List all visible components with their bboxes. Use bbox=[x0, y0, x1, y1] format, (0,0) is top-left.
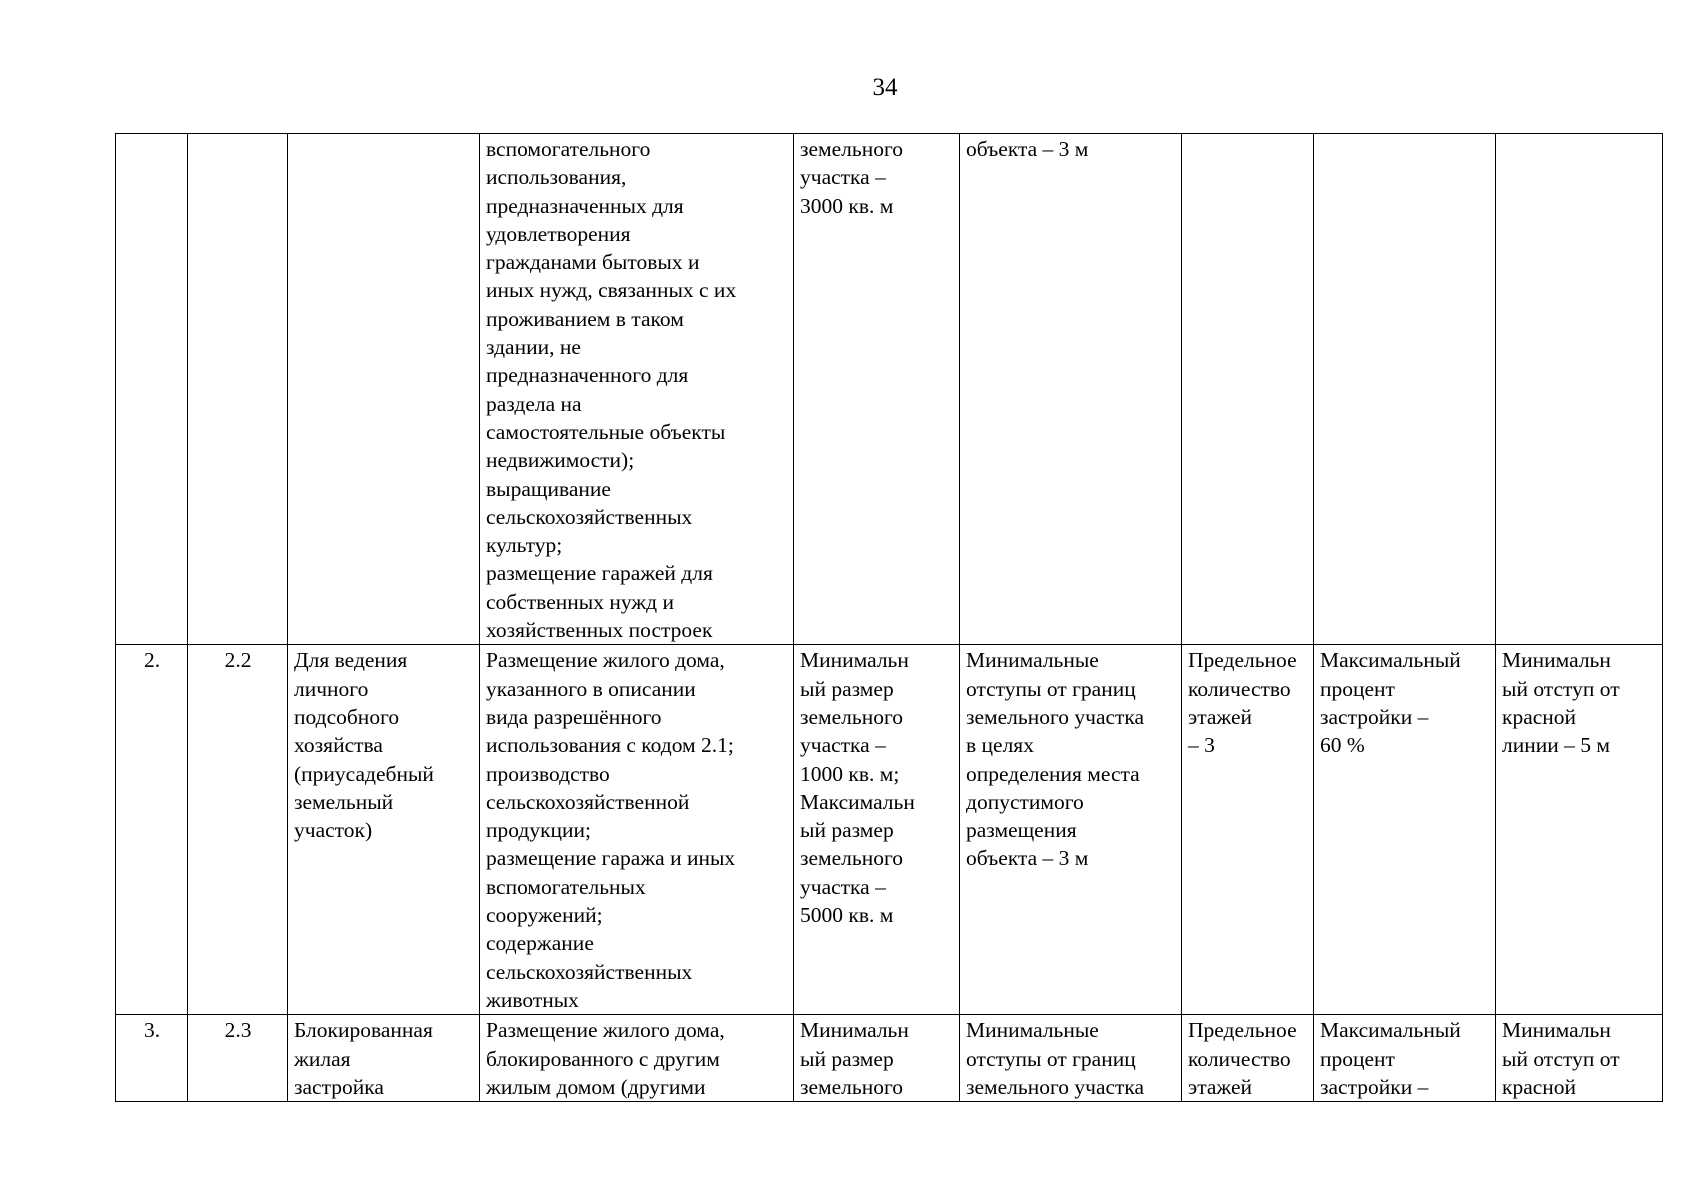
red-line-cell: Минимальн ый отступ от красной bbox=[1496, 1015, 1663, 1102]
description-cell: Размещение жилого дома, блокированного с другим жилым домом (другими bbox=[480, 1015, 794, 1102]
use-name-cell: Блокированная жилая застройка bbox=[288, 1015, 480, 1102]
plot-size-cell: Минимальн ый размер земельного участка – 1000 кв. м; Максимальн ый размер земельного участка – 5000 кв. м bbox=[794, 645, 960, 1015]
row-number-cell: 3. bbox=[116, 1015, 188, 1102]
floors-cell: Предельное количество этажей bbox=[1182, 1015, 1314, 1102]
use-name-cell bbox=[288, 134, 480, 645]
use-code-cell: 2.2 bbox=[188, 645, 288, 1015]
coverage-cell: Максимальный процент застройки – bbox=[1314, 1015, 1496, 1102]
setbacks-cell: объекта – 3 м bbox=[960, 134, 1182, 645]
table-row bbox=[116, 645, 1663, 1015]
description-cell: Размещение жилого дома, указанного в описании вида разрешённого использования с кодом 2.1; производство сельскохозяйственной продукции; размещение гаража и иных вспомогательных сооружений; содержание сельскохозяйственных животных bbox=[480, 645, 794, 1015]
red-line-cell bbox=[1496, 134, 1663, 645]
zoning-regulations-table bbox=[115, 133, 1663, 1102]
setbacks-cell: Минимальные отступы от границ земельного участка в целях определения места допустимого размещения объекта – 3 м bbox=[960, 645, 1182, 1015]
red-line-cell: Минимальн ый отступ от красной линии – 5 м bbox=[1496, 645, 1663, 1015]
use-name-cell: Для ведения личного подсобного хозяйства (приусадебный земельный участок) bbox=[288, 645, 480, 1015]
use-code-cell: 2.3 bbox=[188, 1015, 288, 1102]
coverage-cell: Максимальный процент застройки – 60 % bbox=[1314, 645, 1496, 1015]
table-row bbox=[116, 1015, 1663, 1102]
row-number-cell: 2. bbox=[116, 645, 188, 1015]
plot-size-cell: Минимальн ый размер земельного bbox=[794, 1015, 960, 1102]
setbacks-cell: Минимальные отступы от границ земельного участка bbox=[960, 1015, 1182, 1102]
floors-cell: Предельное количество этажей – 3 bbox=[1182, 645, 1314, 1015]
floors-cell bbox=[1182, 134, 1314, 645]
plot-size-cell: земельного участка – 3000 кв. м bbox=[794, 134, 960, 645]
description-cell: вспомогательного использования, предназначенных для удовлетворения гражданами бытовых и иных нужд, связанных с их проживанием в таком здании, не предназначенного для раздела на самостоятельные объекты недвижимости); выращивание сельскохозяйственных культур; размещение гаражей для собственных нужд и хозяйственных построек bbox=[480, 134, 794, 645]
page-number: 34 bbox=[872, 74, 898, 101]
coverage-cell bbox=[1314, 134, 1496, 645]
use-code-cell bbox=[188, 134, 288, 645]
table-row bbox=[116, 134, 1663, 645]
row-number-cell bbox=[116, 134, 188, 645]
